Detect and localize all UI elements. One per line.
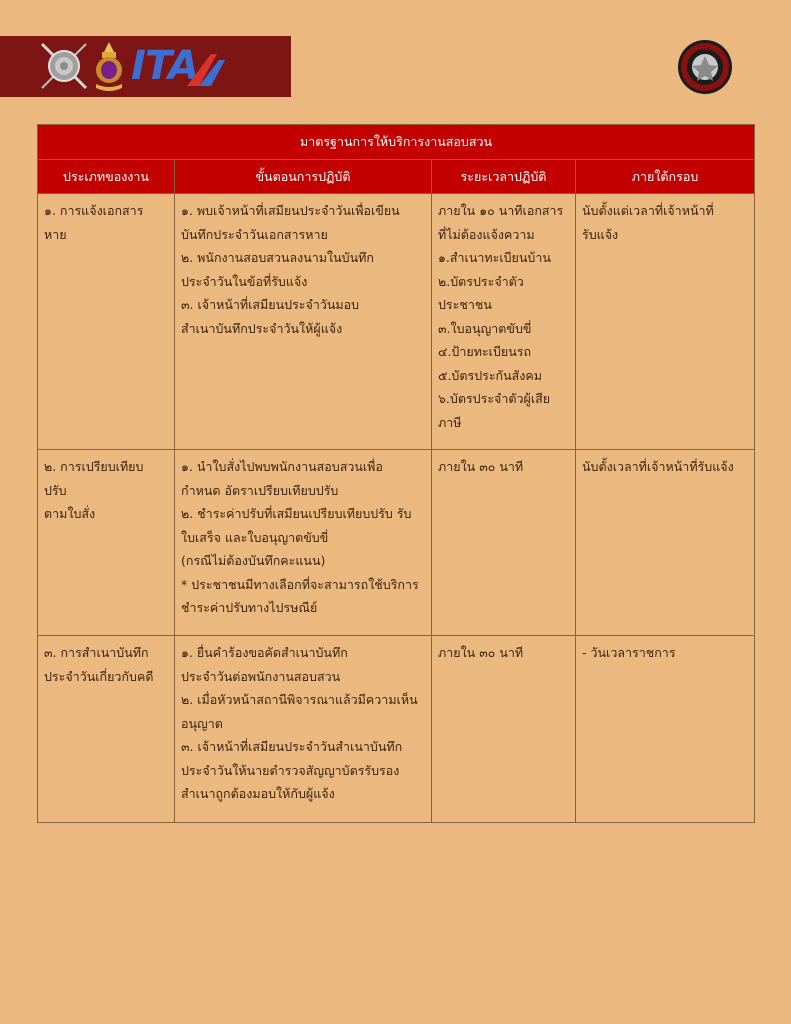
police-seal-icon bbox=[677, 39, 733, 95]
duration-line: ประชาชน bbox=[438, 297, 492, 312]
police-emblem-icon bbox=[40, 40, 88, 92]
type-line: ๒. การเปรียบเทียบ bbox=[44, 459, 144, 474]
duration-line: ๑.สำเนาทะเบียนบ้าน bbox=[438, 250, 551, 265]
duration-line: ๖.บัตรประจำตัวผู้เสีย bbox=[438, 391, 551, 406]
duration-line: ภายใน ๑๐ นาทีเอกสาร bbox=[438, 203, 564, 218]
cell-steps bbox=[175, 450, 432, 636]
column-header-steps: ขั้นตอนการปฏิบัติ bbox=[175, 159, 432, 194]
step-line: ๒. พนักงานสอบสวนลงนามในบันทึก bbox=[181, 250, 374, 265]
step-line: ชำระค่าปรับทางไปรษณีย์ bbox=[181, 600, 318, 615]
duration-line: ๒.บัตรประจำตัว bbox=[438, 273, 524, 289]
duration-line: ภายใน ๓๐ นาที bbox=[438, 645, 524, 660]
cell-duration bbox=[432, 636, 576, 823]
step-line: ๑. พบเจ้าหน้าที่เสมียนประจำวันเพื่อเขียน bbox=[181, 203, 400, 218]
column-header-duration: ระยะเวลาปฏิบัติ bbox=[432, 159, 576, 194]
type-line: หาย bbox=[44, 226, 67, 242]
type-line: ประจำวันเกี่ยวกับคดี bbox=[44, 668, 154, 684]
type-line: ตามใบสั่ง bbox=[44, 506, 96, 521]
duration-line: ๓.ใบอนุญาตขับขี่ bbox=[438, 320, 532, 336]
duration-line: ภายใน ๓๐ นาที bbox=[438, 459, 524, 474]
cell-frame bbox=[576, 194, 755, 450]
cell-duration bbox=[432, 450, 576, 636]
table-row bbox=[38, 194, 755, 450]
step-line: ประจำวันในข้อที่รับแจ้ง bbox=[181, 273, 308, 289]
step-line: (กรณีไม่ต้องบันทึกคะแนน) bbox=[181, 553, 326, 568]
cell-type bbox=[38, 636, 175, 823]
frame-line: นับตั้งเวลาที่เจ้าหน้าที่รับแจ้ง bbox=[582, 459, 734, 474]
royal-emblem-icon bbox=[92, 40, 126, 92]
step-line: อนุญาต bbox=[181, 715, 223, 731]
table-row bbox=[38, 450, 755, 636]
column-header-type: ประเภทของงาน bbox=[38, 159, 175, 194]
step-line: ๓. เจ้าหน้าที่เสมียนประจำวันสำเนาบันทึก bbox=[181, 739, 403, 754]
cell-steps bbox=[175, 636, 432, 823]
frame-line: นับตั้งแต่เวลาที่เจ้าหน้าที่ bbox=[582, 203, 714, 218]
column-header-frame: ภายใต้กรอบ bbox=[576, 159, 755, 194]
cell-steps bbox=[175, 194, 432, 450]
step-line: ประจำวันต่อพนักงานสอบสวน bbox=[181, 668, 341, 684]
table-title: มาตรฐานการให้บริการงานสอบสวน bbox=[38, 125, 755, 160]
step-line: ใบเสร็จ และใบอนุญาตขับขี่ bbox=[181, 529, 329, 545]
ita-swoosh-icon bbox=[185, 52, 227, 88]
step-line: ๒. ชำระค่าปรับที่เสมียนเปรียบเทียบปรับ รับ bbox=[181, 506, 412, 521]
step-line: สำเนาบันทึกประจำวันให้ผู้แจ้ง bbox=[181, 320, 343, 336]
frame-line: รับแจ้ง bbox=[582, 226, 619, 242]
cell-frame bbox=[576, 636, 755, 823]
ita-logo-text: ITA bbox=[131, 43, 199, 89]
step-line: ๒. เมื่อหัวหน้าสถานีพิจารณาแล้วมีความเห็น bbox=[181, 692, 418, 707]
service-standard-table bbox=[37, 124, 755, 823]
cell-type bbox=[38, 194, 175, 450]
step-line: สำเนาถูกต้องมอบให้กับผู้แจ้ง bbox=[181, 786, 335, 801]
step-line: บันทึกประจำวันเอกสารหาย bbox=[181, 226, 328, 242]
frame-line: - วันเวลาราชการ bbox=[582, 645, 676, 660]
cell-frame bbox=[576, 450, 755, 636]
step-line: ประจำวันให้นายตำรวจสัญญาบัตรรับรอง bbox=[181, 762, 400, 778]
step-line: * ประชาชนมีทางเลือกที่จะสามารถใช้บริการ bbox=[181, 576, 419, 592]
table-row bbox=[38, 636, 755, 823]
cell-type bbox=[38, 450, 175, 636]
type-line: ๑. การแจ้งเอกสาร bbox=[44, 203, 144, 218]
duration-line: ๔.ป้ายทะเบียนรถ bbox=[438, 344, 532, 359]
step-line: ๓. เจ้าหน้าที่เสมียนประจำวันมอบ bbox=[181, 297, 360, 312]
header-banner bbox=[0, 36, 291, 97]
duration-line: ๕.บัตรประกันสังคม bbox=[438, 367, 543, 383]
step-line: กำหนด อัตราเปรียบเทียบปรับ bbox=[181, 482, 339, 498]
duration-line: ที่ไม่ต้องแจ้งความ bbox=[438, 226, 535, 242]
ita-logo bbox=[131, 42, 227, 90]
type-line: ปรับ bbox=[44, 482, 67, 498]
duration-line: ภาษี bbox=[438, 414, 462, 430]
step-line: ๑. ยื่นคำร้องขอคัดสำเนาบันทึก bbox=[181, 645, 348, 660]
step-line: ๑. นำใบสั่งไปพบพนักงานสอบสวนเพื่อ bbox=[181, 459, 383, 474]
cell-duration bbox=[432, 194, 576, 450]
type-line: ๓. การสำเนาบันทึก bbox=[44, 645, 149, 660]
